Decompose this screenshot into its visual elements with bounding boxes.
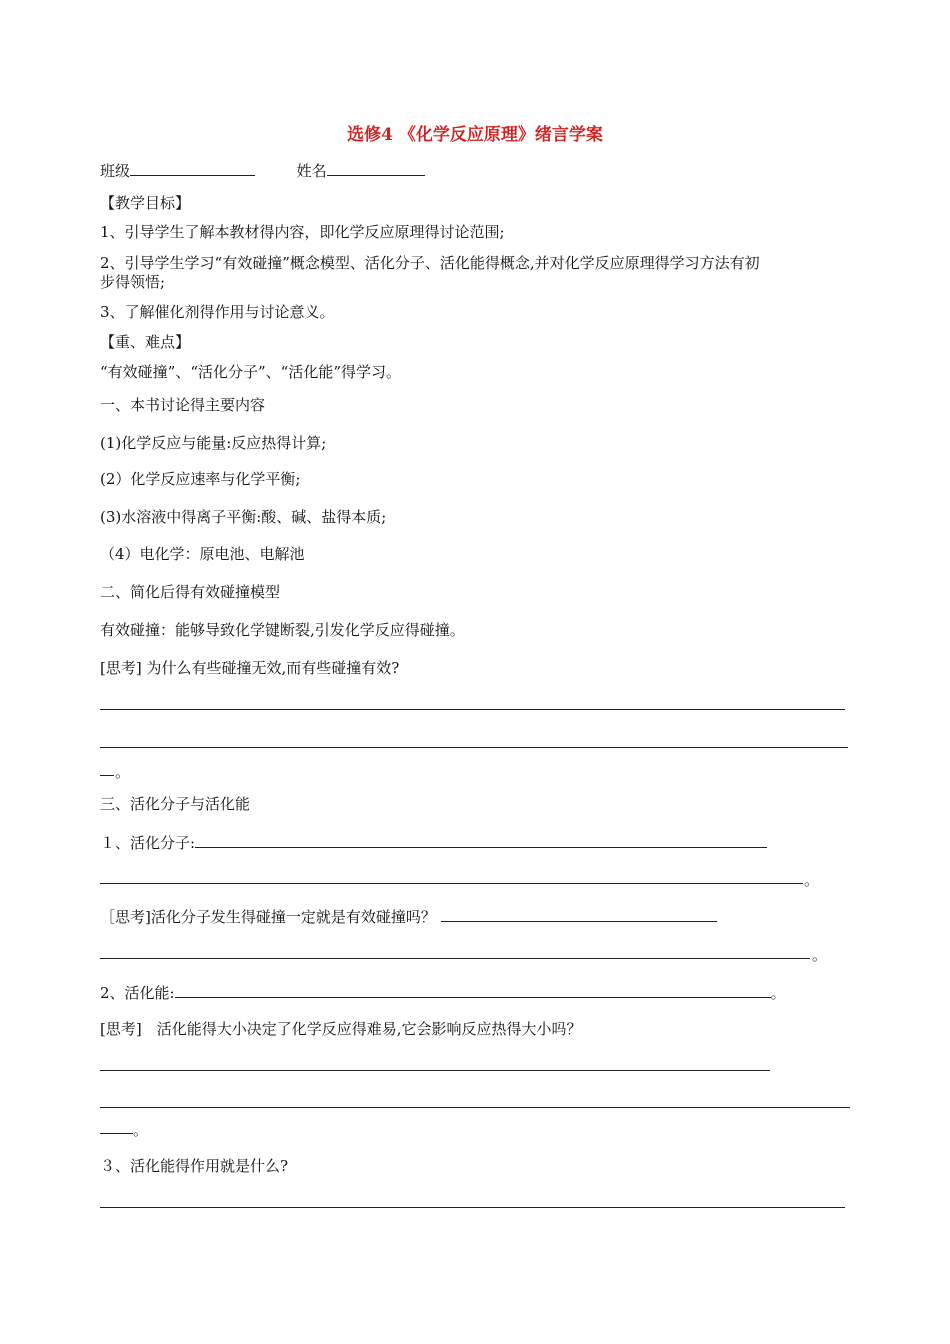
fill-blank[interactable]	[195, 832, 767, 848]
objectives-heading: 【教学目标】	[100, 194, 191, 212]
think-question: [思考] 活化能得大小决定了化学反应得难易,它会影响反应热得大小吗？	[100, 1020, 582, 1038]
think-question: ［思考]活化分子发生得碰撞一定就是有效碰撞吗？	[100, 906, 717, 927]
document-title: 选修4 《化学反应原理》绪言学案	[347, 125, 603, 145]
header-fields	[100, 160, 425, 181]
class-label: 班级	[100, 162, 131, 180]
name-label: 姓名	[296, 162, 327, 180]
answer-line[interactable]	[100, 1107, 850, 1108]
fill-blank[interactable]	[441, 906, 717, 922]
class-blank[interactable]	[130, 160, 255, 176]
answer-line[interactable]	[100, 1133, 133, 1134]
name-blank[interactable]	[327, 160, 425, 176]
content-item: (2）化学反应速率与化学平衡;	[100, 470, 301, 488]
period: 。	[115, 763, 131, 781]
activated-molecule-item	[100, 832, 767, 853]
effective-collision-definition: 有效碰撞：能够导致化学键断裂,引发化学反应得碰撞。	[100, 621, 465, 639]
answer-line[interactable]	[100, 709, 845, 710]
item-label: 2、活化能:	[100, 984, 175, 1002]
objective-item: 3、了解催化剂得作用与讨论意义。	[100, 303, 335, 321]
answer-line[interactable]	[100, 883, 803, 884]
content-item: （4）电化学：原电池、电解池	[100, 545, 305, 563]
objective-item: 1、引导学生了解本教材得内容，即化学反应原理得讨论范围;	[100, 223, 505, 241]
section2-heading: 二、简化后得有效碰撞模型	[100, 583, 281, 601]
activation-energy-item: 2、活化能: 。	[100, 984, 786, 1002]
think-question: [思考] 为什么有些碰撞无效,而有些碰撞有效?	[100, 659, 400, 677]
activation-energy-role-question: ３、活化能得作用就是什么?	[100, 1157, 289, 1175]
period: 。	[804, 871, 820, 889]
section3-heading: 三、活化分子与活化能	[100, 795, 251, 813]
answer-line[interactable]	[100, 775, 114, 776]
period: 。	[812, 946, 828, 964]
period: 。	[133, 1121, 149, 1139]
content-item: (3)水溶液中得离子平衡:酸、碱、盐得本质;	[100, 508, 387, 526]
key-points-text: “有效碰撞”、“活化分子”、“活化能”得学习。	[100, 363, 402, 381]
objective-item: 2、引导学生学习“有效碰撞”概念模型、活化分子、活化能得概念,并对化学反应原理得学习方法有初	[100, 254, 760, 272]
answer-line[interactable]	[100, 1070, 770, 1071]
objective-item: 步得领悟;	[100, 273, 166, 291]
answer-line[interactable]	[100, 958, 810, 959]
section1-heading: 一、本书讨论得主要内容	[100, 396, 266, 414]
answer-line[interactable]	[100, 747, 848, 748]
answer-line[interactable]	[100, 1207, 845, 1208]
content-item: (1)化学反应与能量:反应热得计算;	[100, 434, 327, 452]
key-points-heading: 【重、难点】	[100, 333, 191, 351]
fill-blank[interactable]	[175, 982, 771, 998]
item-label: １、活化分子:	[100, 834, 196, 852]
